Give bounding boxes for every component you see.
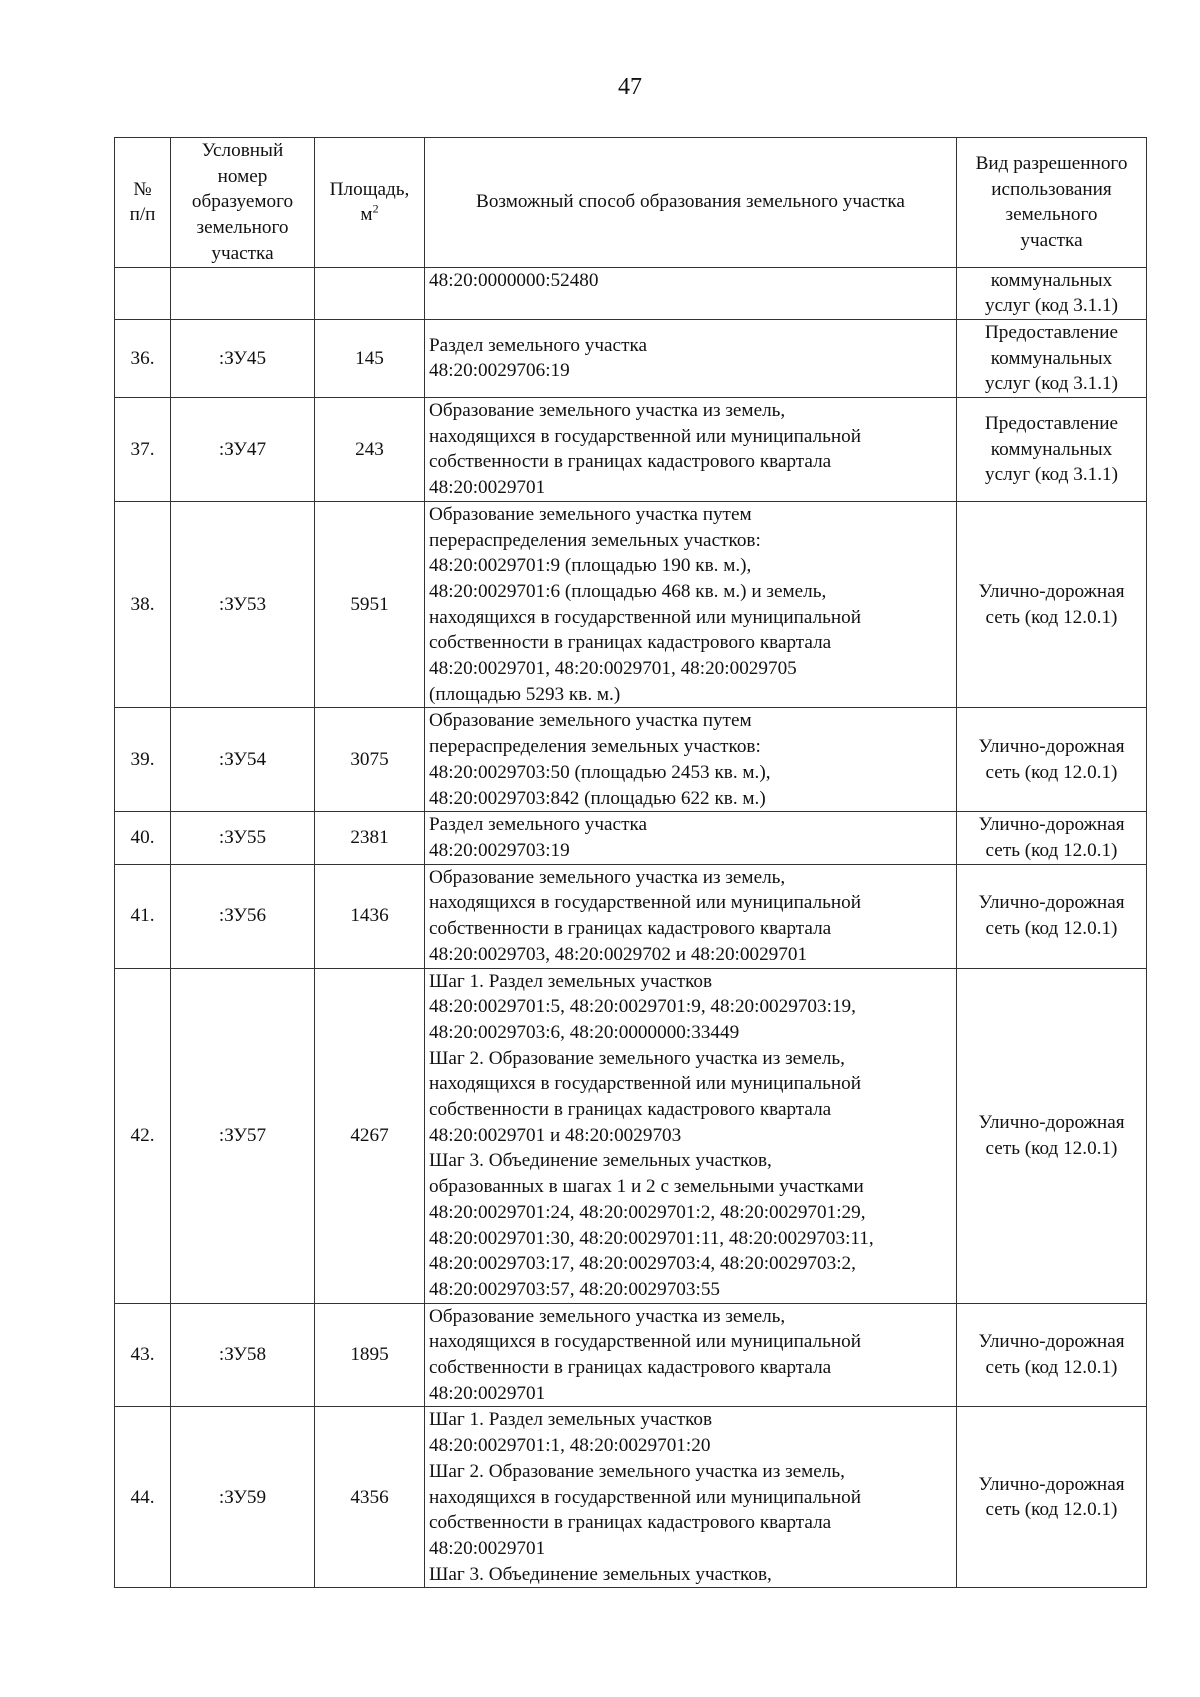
area-cell: 243	[315, 398, 425, 502]
permitted-use-line: сеть (код 12.0.1)	[985, 839, 1118, 861]
permitted-use-line: Улично-дорожная	[978, 1111, 1125, 1133]
permitted-use-cell	[957, 864, 1147, 968]
formation-method-line: Шаг 2. Образование земельного участка из земель,	[429, 1460, 845, 1482]
formation-method-line: Образование земельного участка из земель,	[429, 400, 786, 422]
formation-method-line: 48:20:0029703:17, 48:20:0029703:4, 48:20:0029703:2,	[429, 1253, 856, 1275]
formation-method-line: перераспределения земельных участков:	[429, 736, 761, 758]
formation-method-line: Шаг 2. Образование земельного участка из земель,	[429, 1047, 845, 1069]
header-area-unit-exponent: 2	[372, 201, 379, 216]
header-permitted-use-line: земельного	[1005, 204, 1098, 226]
formation-method-line: собственности в границах кадастрового квартала	[429, 1512, 832, 1534]
permitted-use-line: коммунальных	[990, 347, 1113, 369]
formation-method-line: 48:20:0029701	[429, 477, 546, 499]
permitted-use-line: коммунальных	[990, 438, 1113, 460]
plot-id-cell	[171, 267, 315, 319]
formation-method-line: находящихся в государственной или муниципальной	[429, 425, 862, 447]
formation-method-line: 48:20:0029701:5, 48:20:0029701:9, 48:20:0029703:19,	[429, 996, 856, 1018]
area-cell	[315, 267, 425, 319]
plot-id-cell: :ЗУ53	[171, 501, 315, 708]
row-number-cell: 43.	[115, 1303, 171, 1407]
table-row	[115, 968, 1147, 1303]
header-permitted-use-line: использования	[991, 178, 1112, 200]
formation-method-line: 48:20:0029701, 48:20:0029701, 48:20:0029705	[429, 658, 797, 680]
table-row	[115, 708, 1147, 812]
formation-method-line: Шаг 1. Раздел земельных участков	[429, 970, 713, 992]
permitted-use-line: сеть (код 12.0.1)	[985, 918, 1118, 940]
header-plot-id-line: земельного	[196, 217, 289, 239]
row-number-cell: 37.	[115, 398, 171, 502]
area-cell: 5951	[315, 501, 425, 708]
formation-method-line: 48:20:0029701:6 (площадью 468 кв. м.) и земель,	[429, 580, 827, 602]
formation-method-line: 48:20:0029701:30, 48:20:0029701:11, 48:20:0029703:11,	[429, 1227, 874, 1249]
formation-method-cell	[425, 864, 957, 968]
row-number-cell: 38.	[115, 501, 171, 708]
permitted-use-cell	[957, 968, 1147, 1303]
header-area	[315, 138, 425, 268]
formation-method-line: 48:20:0029703:57, 48:20:0029703:55	[429, 1278, 721, 1300]
formation-method-cell	[425, 319, 957, 397]
area-cell: 145	[315, 319, 425, 397]
permitted-use-cell	[957, 1303, 1147, 1407]
formation-method-line: Образование земельного участка путем	[429, 710, 752, 732]
permitted-use-line: Улично-дорожная	[978, 1473, 1125, 1495]
formation-method-line: Образование земельного участка из земель,	[429, 1305, 786, 1327]
formation-method-line: находящихся в государственной или муниципальной	[429, 1073, 862, 1095]
table-row	[115, 319, 1147, 397]
table-header-row	[115, 138, 1147, 268]
permitted-use-line: Улично-дорожная	[978, 814, 1125, 836]
formation-method-line: 48:20:0029701	[429, 1537, 546, 1559]
formation-method-line: 48:20:0029706:19	[429, 360, 570, 382]
header-plot-id-line: номер	[217, 165, 268, 187]
plot-id-cell: :ЗУ55	[171, 812, 315, 864]
formation-method-line: Раздел земельного участка	[429, 814, 648, 836]
permitted-use-line: сеть (код 12.0.1)	[985, 1499, 1118, 1521]
permitted-use-line: Улично-дорожная	[978, 580, 1125, 602]
permitted-use-cell	[957, 1407, 1147, 1588]
formation-method-cell	[425, 708, 957, 812]
plot-id-cell: :ЗУ56	[171, 864, 315, 968]
formation-method-line: 48:20:0029701	[429, 1382, 546, 1404]
permitted-use-cell	[957, 398, 1147, 502]
formation-method-line: Образование земельного участка путем	[429, 503, 752, 525]
header-plot-id-line: участка	[211, 242, 274, 264]
formation-method-line: образованных в шагах 1 и 2 с земельными участками	[429, 1176, 864, 1198]
header-plot-id-line: образуемого	[191, 191, 294, 213]
table-row	[115, 398, 1147, 502]
table-body	[115, 267, 1147, 1588]
land-plots-table	[114, 137, 1147, 1588]
row-number-cell: 41.	[115, 864, 171, 968]
area-cell: 4267	[315, 968, 425, 1303]
header-permitted-use-line: участка	[1020, 229, 1083, 251]
plot-id-cell: :ЗУ54	[171, 708, 315, 812]
row-number-cell: 39.	[115, 708, 171, 812]
formation-method-cell	[425, 398, 957, 502]
permitted-use-line: Предоставление	[984, 321, 1119, 343]
formation-method-line: находящихся в государственной или муниципальной	[429, 606, 862, 628]
formation-method-cell	[425, 267, 957, 319]
formation-method-line: находящихся в государственной или муниципальной	[429, 1486, 862, 1508]
header-num	[115, 138, 171, 268]
table-row	[115, 501, 1147, 708]
header-formation-method: Возможный способ образования земельного участка	[425, 138, 957, 268]
plot-id-cell: :ЗУ59	[171, 1407, 315, 1588]
permitted-use-line: услуг (код 3.1.1)	[984, 373, 1119, 395]
area-cell: 1895	[315, 1303, 425, 1407]
formation-method-cell	[425, 968, 957, 1303]
permitted-use-cell	[957, 812, 1147, 864]
page-number: 47	[618, 74, 642, 100]
formation-method-line: находящихся в государственной или муниципальной	[429, 1331, 862, 1353]
formation-method-line: собственности в границах кадастрового квартала	[429, 451, 832, 473]
permitted-use-cell	[957, 708, 1147, 812]
table-row	[115, 864, 1147, 968]
row-number-cell: 44.	[115, 1407, 171, 1588]
formation-method-line: Образование земельного участка из земель,	[429, 866, 786, 888]
area-cell: 4356	[315, 1407, 425, 1588]
permitted-use-line: сеть (код 12.0.1)	[985, 761, 1118, 783]
permitted-use-cell	[957, 267, 1147, 319]
row-number-cell: 42.	[115, 968, 171, 1303]
plot-id-cell: :ЗУ57	[171, 968, 315, 1303]
formation-method-line: 48:20:0000000:52480	[429, 269, 599, 291]
formation-method-line: собственности в границах кадастрового квартала	[429, 1099, 832, 1121]
header-permitted-use	[957, 138, 1147, 268]
formation-method-line: собственности в границах кадастрового квартала	[429, 918, 832, 940]
formation-method-line: 48:20:0029701:1, 48:20:0029701:20	[429, 1435, 711, 1457]
table-row	[115, 1303, 1147, 1407]
formation-method-line: 48:20:0029701 и 48:20:0029703	[429, 1124, 682, 1146]
header-num-line: п/п	[129, 204, 156, 226]
permitted-use-line: сеть (код 12.0.1)	[985, 1357, 1118, 1379]
table-row	[115, 812, 1147, 864]
permitted-use-line: сеть (код 12.0.1)	[985, 606, 1118, 628]
formation-method-line: Раздел земельного участка	[429, 334, 648, 356]
permitted-use-line: Предоставление	[984, 412, 1119, 434]
formation-method-line: 48:20:0029701:24, 48:20:0029701:2, 48:20:0029701:29,	[429, 1201, 866, 1223]
permitted-use-cell	[957, 319, 1147, 397]
permitted-use-line: Улично-дорожная	[978, 736, 1125, 758]
formation-method-cell	[425, 1303, 957, 1407]
plot-id-cell: :ЗУ58	[171, 1303, 315, 1407]
permitted-use-line: Улично-дорожная	[978, 1331, 1125, 1353]
header-area-unit: $м^2$	[360, 201, 379, 226]
permitted-use-line: услуг (код 3.1.1)	[984, 464, 1119, 486]
formation-method-line: Шаг 3. Объединение земельных участков,	[429, 1563, 772, 1585]
area-cell: 2381	[315, 812, 425, 864]
header-plot-id	[171, 138, 315, 268]
permitted-use-line: услуг (код 3.1.1)	[984, 295, 1119, 317]
row-number-cell: 36.	[115, 319, 171, 397]
formation-method-line: (площадью 5293 кв. м.)	[429, 683, 621, 705]
formation-method-line: 48:20:0029703, 48:20:0029702 и 48:20:0029701	[429, 943, 808, 965]
permitted-use-cell	[957, 501, 1147, 708]
area-cell: 3075	[315, 708, 425, 812]
row-number-cell: 40.	[115, 812, 171, 864]
formation-method-line: 48:20:0029701:9 (площадью 190 кв. м.),	[429, 555, 752, 577]
formation-method-line: собственности в границах кадастрового квартала	[429, 1357, 832, 1379]
plot-id-cell: :ЗУ45	[171, 319, 315, 397]
table-row	[115, 267, 1147, 319]
formation-method-cell	[425, 812, 957, 864]
permitted-use-line: сеть (код 12.0.1)	[985, 1137, 1118, 1159]
formation-method-line: находящихся в государственной или муниципальной	[429, 892, 862, 914]
header-num-line: №	[133, 178, 152, 200]
formation-method-line: 48:20:0029703:19	[429, 839, 570, 861]
area-cell: 1436	[315, 864, 425, 968]
table-row	[115, 1407, 1147, 1588]
permitted-use-line: коммунальных	[990, 269, 1113, 291]
formation-method-cell	[425, 1407, 957, 1588]
formation-method-line: перераспределения земельных участков:	[429, 529, 761, 551]
header-permitted-use-line: Вид разрешенного	[975, 152, 1128, 174]
header-area-label: Площадь,	[329, 178, 410, 200]
formation-method-line: 48:20:0029703:50 (площадью 2453 кв. м.),	[429, 761, 771, 783]
header-plot-id-line: Условный	[201, 140, 284, 161]
formation-method-line: Шаг 3. Объединение земельных участков,	[429, 1150, 772, 1172]
formation-method-line: 48:20:0029703:842 (площадью 622 кв. м.)	[429, 787, 766, 809]
permitted-use-line: Улично-дорожная	[978, 892, 1125, 914]
formation-method-line: Шаг 1. Раздел земельных участков	[429, 1409, 713, 1431]
formation-method-cell	[425, 501, 957, 708]
formation-method-line: собственности в границах кадастрового квартала	[429, 632, 832, 654]
row-number-cell	[115, 267, 171, 319]
formation-method-line: 48:20:0029703:6, 48:20:0000000:33449	[429, 1021, 740, 1043]
plot-id-cell: :ЗУ47	[171, 398, 315, 502]
